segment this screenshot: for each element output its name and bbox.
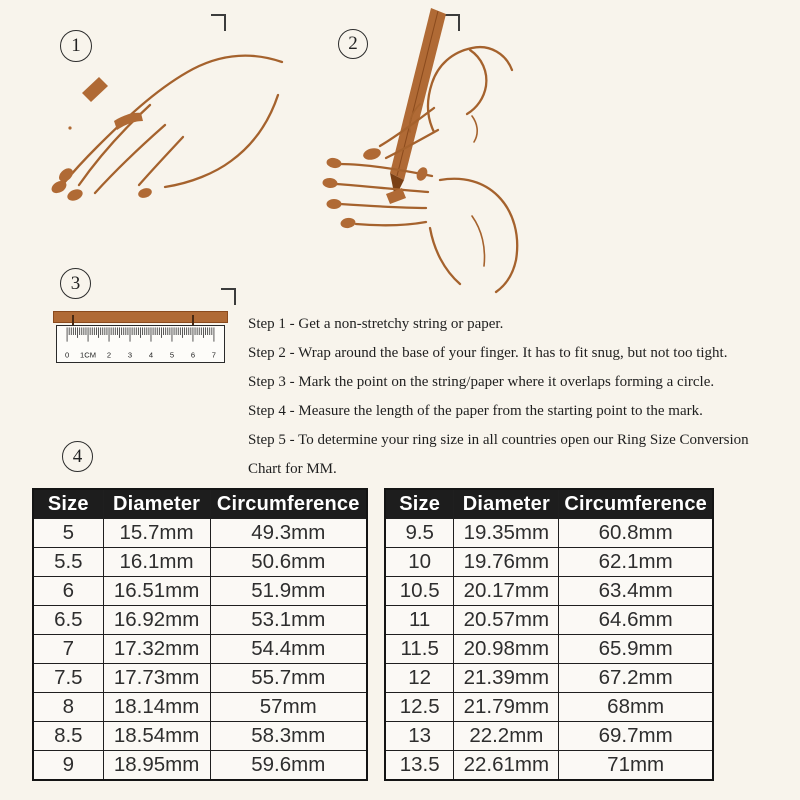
instruction-line: Step 5 - To determine your ring size in all countries open our Ring Size Conversion [248,432,749,448]
ring-size-table-right [384,488,714,781]
table-row [385,577,713,606]
figure-number-1: 1 [60,30,92,62]
table-cell: 7 [33,635,103,664]
table-cell: 8 [33,693,103,722]
table-cell: 11.5 [385,635,454,664]
table-cell: 6.5 [33,606,103,635]
table-row [385,722,713,751]
table-cell: 51.9mm [210,577,367,606]
table-cell: 50.6mm [210,548,367,577]
corner-mark-icon [221,288,236,305]
table-cell: 64.6mm [559,606,713,635]
table-cell: 13 [385,722,454,751]
table-row [385,751,713,781]
ruler-tick-label: 5 [169,350,175,360]
table-cell: 9.5 [385,519,454,548]
table-cell: 17.32mm [103,635,210,664]
hand-with-pencil-illustration [322,8,572,293]
table-cell: 11 [385,606,454,635]
table-cell: 13.5 [385,751,454,781]
fingernail [340,217,356,229]
table-cell: 22.61mm [454,751,559,781]
measuring-strip [53,311,228,323]
string-band [82,77,108,102]
table-header-row [33,489,367,519]
table-row [33,519,367,548]
table-cell: 7.5 [33,664,103,693]
ring-size-table-left [32,488,368,781]
instruction-line: Chart for MM. [248,461,337,477]
instruction-line: Step 2 - Wrap around the base of your finger. It has to fit snug, but not too tight. [248,345,728,361]
instructions [248,310,800,484]
table-cell: 58.3mm [210,722,367,751]
table-cell: 20.17mm [454,577,559,606]
table-cell: 12.5 [385,693,454,722]
table-row [385,693,713,722]
table-row [385,519,713,548]
ruler-tick-label: 7 [211,350,217,360]
table-cell: 20.57mm [454,606,559,635]
table-row [33,577,367,606]
table-cell: 54.4mm [210,635,367,664]
ruler-tick-label: 4 [148,350,154,360]
table-cell: 16.1mm [103,548,210,577]
instruction-line: Step 1 - Get a non-stretchy string or paper. [248,316,504,332]
table-cell: 18.54mm [103,722,210,751]
table-row [33,635,367,664]
fingernail [137,186,153,199]
table-cell: 55.7mm [210,664,367,693]
table-cell: 60.8mm [559,519,713,548]
table-cell: 18.14mm [103,693,210,722]
table-cell: 57mm [210,693,367,722]
table-cell: 67.2mm [559,664,713,693]
col-header-diameter: Diameter [454,489,559,519]
fingernail [327,199,342,209]
table-cell: 68mm [559,693,713,722]
table-cell: 21.39mm [454,664,559,693]
table-row [385,548,713,577]
ruler-tick-label: 3 [127,350,133,360]
figure-number-4: 4 [62,441,93,472]
table-cell: 16.92mm [103,606,210,635]
ruler-illustration [56,325,225,363]
table-cell: 6 [33,577,103,606]
table-cell: 5.5 [33,548,103,577]
table-cell: 22.2mm [454,722,559,751]
table-row [385,664,713,693]
table-cell: 19.76mm [454,548,559,577]
table-row [33,606,367,635]
thumbnail [362,146,382,161]
figure-number-3: 3 [60,268,91,299]
table-row [33,693,367,722]
table-cell: 15.7mm [103,519,210,548]
table-cell: 19.35mm [454,519,559,548]
table-cell: 59.6mm [210,751,367,781]
fingernail [326,157,343,169]
ruler-tick-label: 2 [106,350,112,360]
ruler-ticks [67,327,214,341]
col-header-size: Size [33,489,103,519]
table-cell: 65.9mm [559,635,713,664]
table-cell: 17.73mm [103,664,210,693]
table-cell: 16.51mm [103,577,210,606]
figure-number-2: 2 [338,29,368,59]
table-cell: 8.5 [33,722,103,751]
table-cell: 20.98mm [454,635,559,664]
col-header-circumference: Circumference [210,489,367,519]
table-cell: 63.4mm [559,577,713,606]
hand-with-string-illustration [35,25,285,205]
ruler-tick-labels [65,350,216,359]
table-cell: 10.5 [385,577,454,606]
table-cell: 49.3mm [210,519,367,548]
table-cell: 69.7mm [559,722,713,751]
ruler-scale [57,326,224,362]
instruction-line: Step 3 - Mark the point on the string/paper where it overlaps forming a circle. [248,374,715,390]
table-row [33,722,367,751]
ruler-tick-label: 6 [190,350,196,360]
table-cell: 71mm [559,751,713,781]
table-cell: 62.1mm [559,548,713,577]
col-header-circumference: Circumference [559,489,713,519]
table-row [385,635,713,664]
table-cell: 10 [385,548,454,577]
table-cell: 53.1mm [210,606,367,635]
table-cell: 21.79mm [454,693,559,722]
table-row [33,548,367,577]
table-cell: 12 [385,664,454,693]
ruler-tick-label: 0 [64,350,70,360]
table-header-row [385,489,713,519]
table-cell: 5 [33,519,103,548]
instruction-line: Step 4 - Measure the length of the paper from the starting point to the mark. [248,403,703,419]
fingernail [322,177,338,188]
table-row [33,751,367,781]
table-row [385,606,713,635]
col-header-diameter: Diameter [103,489,210,519]
table-cell: 9 [33,751,103,781]
table-row [33,664,367,693]
col-header-size: Size [385,489,454,519]
fingernail [66,187,85,203]
table-cell: 18.95mm [103,751,210,781]
ruler-tick-label: 1CM [80,350,97,360]
